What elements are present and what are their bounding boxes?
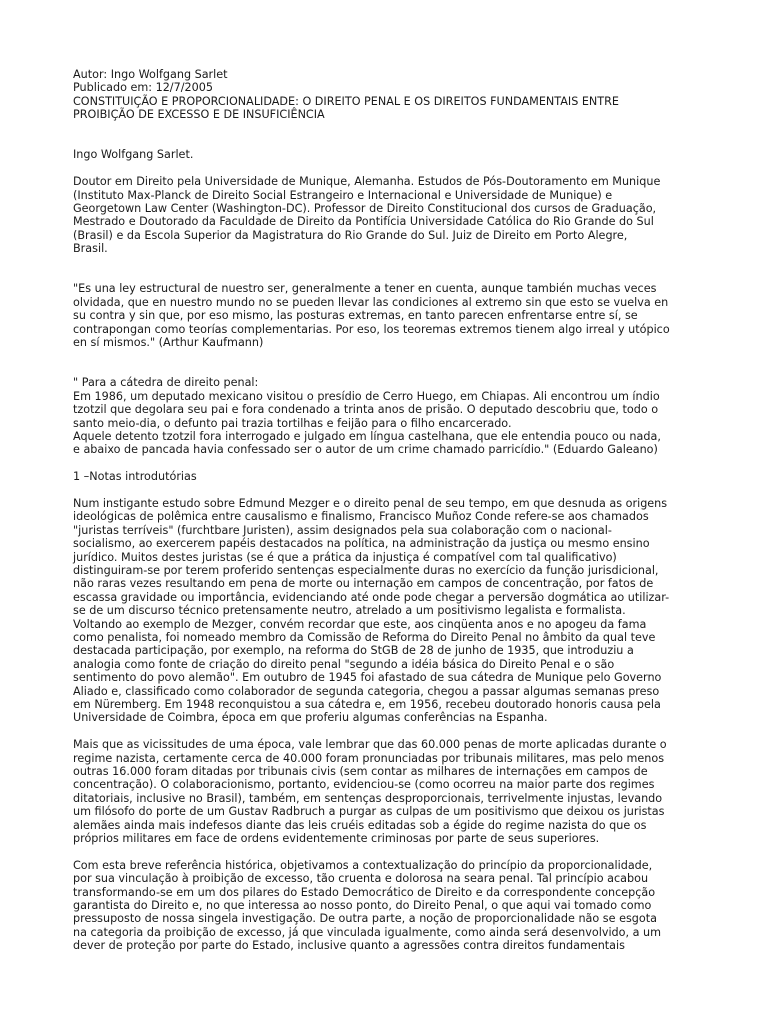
epigraph-line: santo meio-dia, o defunto pai trazia tortilhas e feijão para o filho encarcerado. [73, 416, 512, 430]
paragraph-line: próprios militares em face de ordens evidentemente criminosas por parte de seus superiores. [73, 832, 600, 846]
paragraph-nazi-regime [73, 738, 695, 845]
paragraph-line: pressuposto de nossa singela investigação. De outra parte, a noção de proporcionalidade não se esgota [73, 912, 657, 926]
bio-line: Georgetown Law Center (Washington-DC). Professor de Direito Constitucional dos cursos de Graduação, [73, 202, 657, 216]
author-line: Autor: Ingo Wolfgang Sarlet [73, 68, 228, 81]
paragraph-line: se de um discurso técnico pretensamente neutro, atrelado a um positivismo legalista e formalista. [73, 604, 626, 618]
epigraph-line: olvidada, que en nuestro mundo no se pueden llevar las condiciones al extremo sin que esto se vuelva en [73, 295, 669, 309]
epigraph-galeano [73, 376, 695, 456]
bio-line: (Brasil) e da Escola Superior da Magistratura do Rio Grande do Sul. Juiz de Direito em Porto Alegre, [73, 228, 628, 242]
epigraph-line: " Para a cátedra de direito penal: [73, 376, 259, 390]
paragraph-line: jurídico. Muitos destes juristas (se é que a prática da injustiça é compatível com tal qualificativo) [73, 550, 617, 564]
paragraph-proportionality [73, 859, 695, 953]
paragraph-line: ideológicas de polêmica entre causalismo e finalismo, Francisco Muñoz Conde refere-se aos chamados [73, 510, 649, 524]
paragraph-line: distinguiram-se por terem proferido sentenças especialmente duras no exercício da função jurisdicional, [73, 563, 659, 577]
epigraph-line: contrapongan como teorías complementarias. Por eso, los teoremas extremos tienem algo irreal y utópico [73, 322, 670, 336]
bio-line: (Instituto Max-Planck de Direito Social Estrangeiro e Internacional e Universidade de Munique) e [73, 188, 613, 202]
paragraph-line: Voltando ao exemplo de Mezger, convém recordar que este, aos cinqüenta anos e no apogeu da fama [73, 617, 647, 631]
paragraph-line: garantista do Direito e, no que interessa ao nosso ponto, do Direito Penal, o que aqui vai tomado como [73, 899, 652, 913]
paragraph-line: destacada participação, por exemplo, na reforma do StGB de 28 de junho de 1935, que introduziu a [73, 644, 634, 658]
author-name: Ingo Wolfgang Sarlet. [73, 148, 194, 162]
epigraph-line: tzotzil que degolara seu pai e fora condenado a trinta anos de prisão. O deputado descobriu que, todo o [73, 403, 659, 417]
paragraph-line: em Nüremberg. Em 1948 reconquistou a sua cátedra e, em 1956, recebeu doutorado honoris causa pela [73, 698, 661, 711]
epigraph-kaufmann [73, 282, 695, 349]
paragraph-line: transformando-se em um dos pilares do Estado Democrático de Direito e da correspondente concepção [73, 885, 656, 899]
epigraph-line: en sí mismos." (Arthur Kaufmann) [73, 336, 264, 350]
paragraph-line: Universidade de Coimbra, época em que proferiu algumas conferências na Espanha. [73, 711, 548, 725]
paragraph-line: socialismo, ao exercerem papéis destacados na política, na administração da justiça ou mesmo ensino [73, 537, 650, 551]
paragraph-line: alemães ainda mais indefesos diante das leis cruéis editadas sob a égide do regime nazista do que os [73, 818, 647, 832]
paragraph-line: Aliado e, classificado como colaborador de segunda categoria, chegou a passar algumas semanas preso [73, 684, 660, 698]
paragraph-line: analogia como fonte de criação do direito penal "segundo a idéia básica do Direito Penal e o são [73, 657, 615, 671]
epigraph-line: Aquele detento tzotzil fora interrogado e julgado em língua castelhana, que ele entendia pouco ou nada, [73, 429, 661, 443]
paragraph-line: como penalista, foi nomeado membro da Comissão de Reforma do Direito Penal no âmbito da qual teve [73, 630, 656, 644]
paragraph-line: por sua vinculação à proibição de excesso, tão cruenta e dolorosa na seara penal. Tal princípio acabou [73, 872, 649, 886]
paragraph-line: Com esta breve referência histórica, objetivamos a contextualização do princípio da proporcionalidade, [73, 858, 653, 872]
paragraph-line: não raras vezes resultando em pena de morte ou internação em campos de concentração, por fatos de [73, 577, 654, 591]
bio-line: Doutor em Direito pela Universidade de Munique, Alemanha. Estudos de Pós-Doutoramento em Munique [73, 175, 661, 189]
epigraph-line: su contra y sin que, por eso mismo, las posturas extremas, en tanto parecen enfrentarse entre sí, se [73, 309, 638, 323]
paragraph-line: escassa gravidade ou importância, evidenciando até onde pode chegar a perversão dogmática ao utilizar- [73, 590, 670, 604]
article-title-line-1: CONSTITUIÇÃO E PROPORCIONALIDADE: O DIREITO PENAL E OS DIREITOS FUNDAMENTAIS ENTRE [73, 94, 619, 108]
article-header [73, 68, 695, 122]
bio-line: Brasil. [73, 242, 108, 256]
section-heading: 1 –Notas introdutórias [73, 470, 197, 484]
paragraph-line: concentração). O colaboracionismo, portanto, evidenciou-se (como ocorreu na maior parte dos regimes [73, 778, 655, 792]
paragraph-mezger [73, 497, 695, 725]
bio-line: Mestrado e Doutorado da Faculdade de Direito da Pontifícia Universidade Católica do Rio Grande do Sul [73, 215, 654, 229]
paragraph-line: ditatoriais, inclusive no Brasil), também, em sentenças desproporcionais, terrivelmente injustas, levando [73, 791, 663, 805]
epigraph-line: Em 1986, um deputado mexicano visitou o presídio de Cerro Huego, em Chiapas. Ali encontrou um índio [73, 389, 660, 403]
published-date: Publicado em: 12/7/2005 [73, 81, 213, 95]
paragraph-line: Mais que as vicissitudes de uma época, vale lembrar que das 60.000 penas de morte aplicadas durante o [73, 738, 667, 752]
paragraph-line: Num instigante estudo sobre Edmund Mezger e o direito penal de seu tempo, em que desnuda as origens [73, 496, 668, 510]
paragraph-line: sentimento do povo alemão". Em outubro de 1945 foi afastado de sua cátedra de Munique pelo Governo [73, 671, 662, 685]
article-title-line-2: PROIBIÇÃO DE EXCESSO E DE INSUFICIÊNCIA [73, 108, 325, 122]
paragraph-line: dever de proteção por parte do Estado, inclusive quanto a agressões contra direitos fundamentais [73, 939, 625, 953]
epigraph-line: e abaixo de pancada havia confessado ser o autor de um crime chamado parricídio." (Eduardo Galeano) [73, 443, 658, 457]
paragraph-line: um filósofo do porte de um Gustav Radbruch a purgar as culpas de um positivismo que deixou os juristas [73, 805, 665, 819]
author-bio [73, 175, 695, 255]
paragraph-line: "juristas terríveis" (furchtbare Juristen), assim designados pela sua colaboração com o nacional- [73, 523, 612, 537]
epigraph-line: "Es una ley estructural de nuestro ser, generalmente a tener en cuenta, aunque también muchas veces [73, 282, 657, 296]
paragraph-line: regime nazista, certamente cerca de 40.000 foram pronunciadas por tribunais militares, mas pelo menos [73, 751, 665, 765]
paragraph-line: na categoria da proibição de excesso, já que vinculada igualmente, como ainda será desenvolvido, a um [73, 925, 662, 939]
paragraph-line: outras 16.000 foram ditadas por tribunais civis (sem contar as milhares de internações em campos de [73, 765, 648, 779]
